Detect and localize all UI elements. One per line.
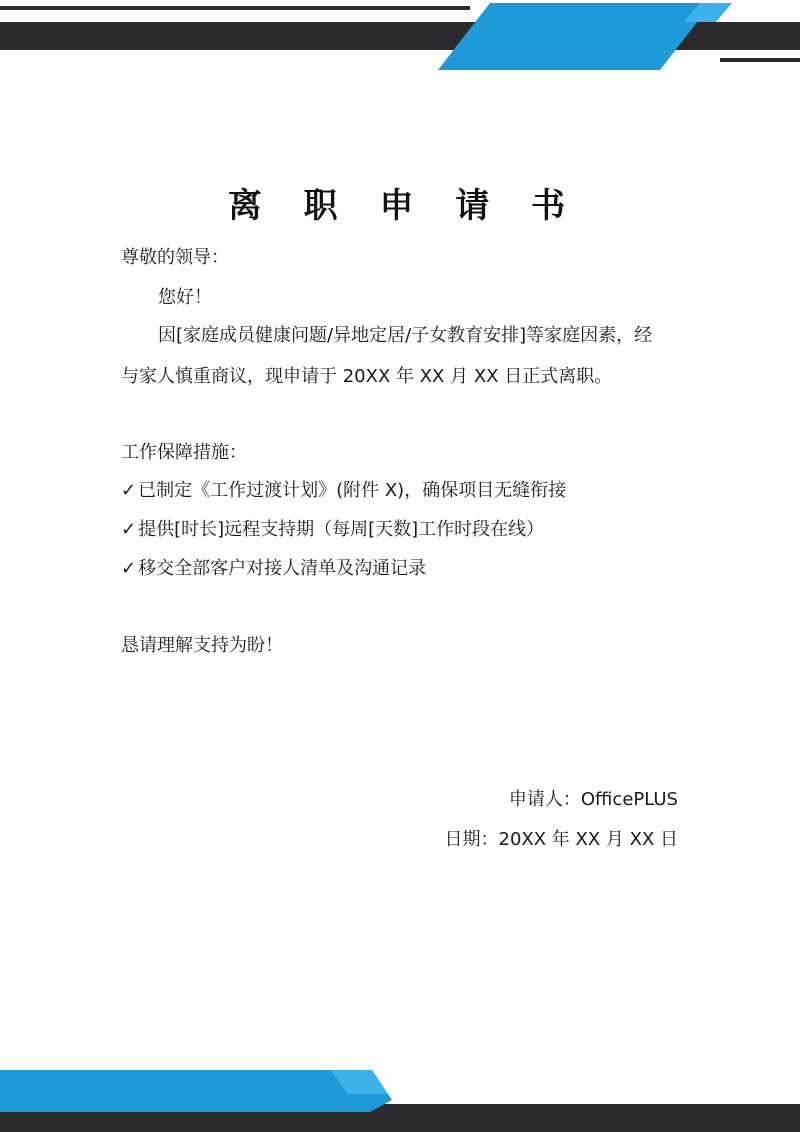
- check-icon: ✓: [121, 558, 137, 579]
- measure-item: [121, 557, 426, 581]
- footer-decoration: [0, 1066, 800, 1132]
- header-thin-line-right: [720, 58, 800, 62]
- measure-item: [121, 479, 566, 503]
- measures-heading: 工作保障措施：: [121, 442, 247, 463]
- header-thin-line: [0, 6, 470, 10]
- check-icon: ✓: [121, 480, 137, 501]
- greeting: 您好！: [158, 287, 212, 308]
- body-paragraph-line-1: 因[家庭成员健康问题/异地定居/子女教育安排]等家庭因素，经: [158, 325, 653, 346]
- application-date: 日期：20XX 年 XX 月 XX 日: [444, 829, 678, 850]
- check-icon: ✓: [121, 519, 137, 540]
- measure-text: 移交全部客户对接人清单及沟通记录: [138, 558, 427, 579]
- measure-text: 提供[时长]远程支持期（每周[天数]工作时段在线）: [138, 519, 545, 540]
- header-decoration: [0, 0, 800, 70]
- body-paragraph-line-2: 与家人慎重商议，现申请于 20XX 年 XX 月 XX 日正式离职。: [121, 366, 613, 387]
- salutation: 尊敬的领导：: [121, 247, 229, 268]
- measure-item: [121, 518, 544, 542]
- footer-blue-shape: [0, 1070, 392, 1112]
- document-title: 离 职 申 请 书: [227, 186, 581, 226]
- header-blue-shape: [438, 3, 712, 70]
- measure-text: 已制定《工作过渡计划》(附件 X)，确保项目无缝衔接: [138, 480, 567, 501]
- applicant-signature: 申请人：OfficePLUS: [508, 789, 678, 810]
- closing-remark: 恳请理解支持为盼！: [121, 635, 283, 656]
